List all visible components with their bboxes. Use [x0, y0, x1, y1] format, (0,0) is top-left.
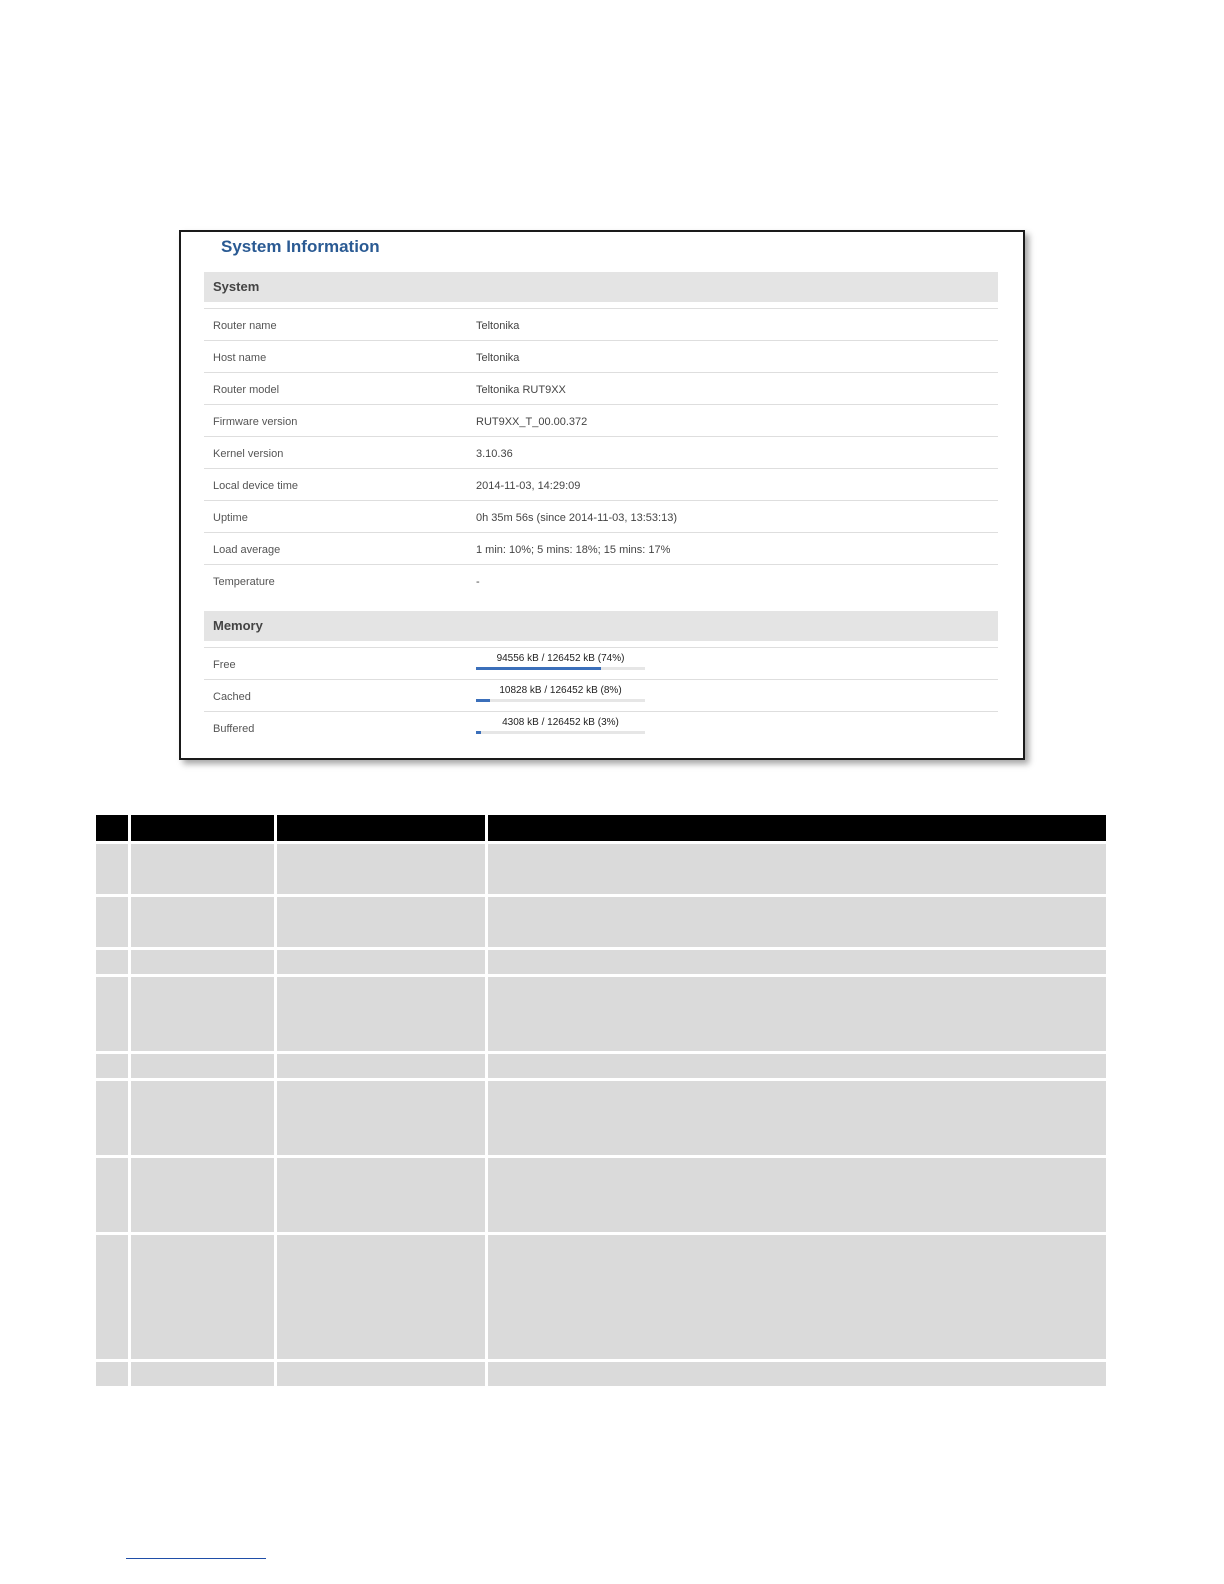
doc-table-cell — [277, 1359, 488, 1386]
doc-table-cell — [96, 1051, 131, 1078]
row-label: Load average — [213, 544, 281, 556]
memory-row — [204, 711, 998, 743]
memory-progress — [476, 653, 645, 670]
doc-table-cell — [277, 894, 488, 947]
doc-table-cell — [131, 1359, 277, 1386]
doc-table-row — [96, 1359, 1106, 1386]
doc-table-header-cell — [277, 815, 488, 841]
page-title: System Information — [221, 237, 380, 256]
doc-table-cell — [277, 1051, 488, 1078]
row-value: RUT9XX_T_00.00.372 — [476, 416, 588, 428]
memory-rows — [204, 647, 998, 743]
system-row — [204, 564, 998, 596]
doc-table-cell — [488, 1078, 1106, 1155]
doc-table-row — [96, 841, 1106, 894]
row-value: 2014-11-03, 14:29:09 — [476, 480, 581, 492]
progress-track — [476, 731, 645, 734]
doc-table-cell — [488, 1232, 1106, 1359]
row-label: Firmware version — [213, 416, 298, 428]
doc-table-cell — [131, 1155, 277, 1232]
doc-table-cell — [96, 894, 131, 947]
doc-table-cell — [277, 1078, 488, 1155]
memory-row — [204, 647, 998, 679]
doc-table-cell — [131, 841, 277, 894]
memory-row — [204, 679, 998, 711]
progress-track — [476, 667, 645, 670]
memory-progress — [476, 685, 645, 702]
doc-table-cell — [96, 1078, 131, 1155]
row-label: Router name — [213, 320, 277, 332]
progress-fill — [476, 731, 481, 734]
doc-table-cell — [488, 1359, 1106, 1386]
row-label: Cached — [213, 691, 251, 703]
doc-table-row — [96, 1155, 1106, 1232]
doc-table-cell — [96, 947, 131, 974]
memory-progress-text: 94556 kB / 126452 kB (74%) — [496, 653, 625, 664]
progress-fill — [476, 699, 490, 702]
doc-table-cell — [131, 947, 277, 974]
doc-table-row — [96, 894, 1106, 947]
memory-section-header: Memory — [204, 611, 998, 641]
doc-table-header-cell — [96, 815, 131, 841]
system-row — [204, 532, 998, 564]
row-label: Host name — [213, 352, 267, 364]
memory-progress-text: 4308 kB / 126452 kB (3%) — [502, 717, 619, 728]
doc-table-cell — [131, 974, 277, 1051]
doc-table-header-cell — [488, 815, 1106, 841]
doc-table-header-cell — [131, 815, 277, 841]
system-row — [204, 500, 998, 532]
row-value: 1 min: 10%; 5 mins: 18%; 15 mins: 17% — [476, 544, 671, 556]
doc-table-cell — [488, 1051, 1106, 1078]
row-label: Free — [213, 659, 236, 671]
doc-table-cell — [131, 894, 277, 947]
row-label: Uptime — [213, 512, 248, 524]
system-row — [204, 340, 998, 372]
footer-link[interactable] — [126, 1556, 266, 1559]
row-label: Router model — [213, 384, 280, 396]
system-row — [204, 308, 998, 340]
doc-table-cell — [96, 841, 131, 894]
row-label: Temperature — [213, 576, 275, 588]
doc-table-cell — [277, 974, 488, 1051]
doc-table-cell — [277, 841, 488, 894]
system-information-panel — [179, 230, 1025, 760]
doc-table-header — [96, 815, 1106, 841]
doc-table-cell — [488, 841, 1106, 894]
doc-table-cell — [96, 1232, 131, 1359]
doc-table-cell — [131, 1051, 277, 1078]
memory-progress — [476, 717, 645, 734]
row-value: Teltonika RUT9XX — [476, 384, 566, 396]
doc-table-row — [96, 1051, 1106, 1078]
doc-table-cell — [488, 947, 1106, 974]
memory-progress-text: 10828 kB / 126452 kB (8%) — [499, 685, 622, 696]
row-label: Kernel version — [213, 448, 284, 460]
row-label: Local device time — [213, 480, 298, 492]
doc-table-cell — [96, 1359, 131, 1386]
doc-table-row — [96, 974, 1106, 1051]
doc-table-row — [96, 947, 1106, 974]
doc-table-cell — [131, 1078, 277, 1155]
doc-table-cell — [277, 947, 488, 974]
system-rows — [204, 308, 998, 596]
doc-table-cell — [96, 974, 131, 1051]
row-value: Teltonika — [476, 352, 520, 364]
progress-fill — [476, 667, 601, 670]
progress-track — [476, 699, 645, 702]
doc-table-cell — [277, 1155, 488, 1232]
row-value: - — [476, 576, 480, 588]
system-row — [204, 468, 998, 500]
doc-table-cell — [488, 1155, 1106, 1232]
doc-table-cell — [488, 894, 1106, 947]
system-row — [204, 404, 998, 436]
doc-table-cell — [131, 1232, 277, 1359]
doc-table-cell — [488, 974, 1106, 1051]
doc-table — [96, 815, 1106, 1386]
doc-table-row — [96, 1232, 1106, 1359]
doc-table-cell — [96, 1155, 131, 1232]
system-section-header: System — [204, 272, 998, 302]
row-value: Teltonika — [476, 320, 520, 332]
row-value: 3.10.36 — [476, 448, 513, 460]
row-value: 0h 35m 56s (since 2014-11-03, 13:53:13) — [476, 512, 677, 524]
system-row — [204, 372, 998, 404]
doc-table-cell — [277, 1232, 488, 1359]
doc-table-row — [96, 1078, 1106, 1155]
row-label: Buffered — [213, 723, 255, 735]
system-row — [204, 436, 998, 468]
